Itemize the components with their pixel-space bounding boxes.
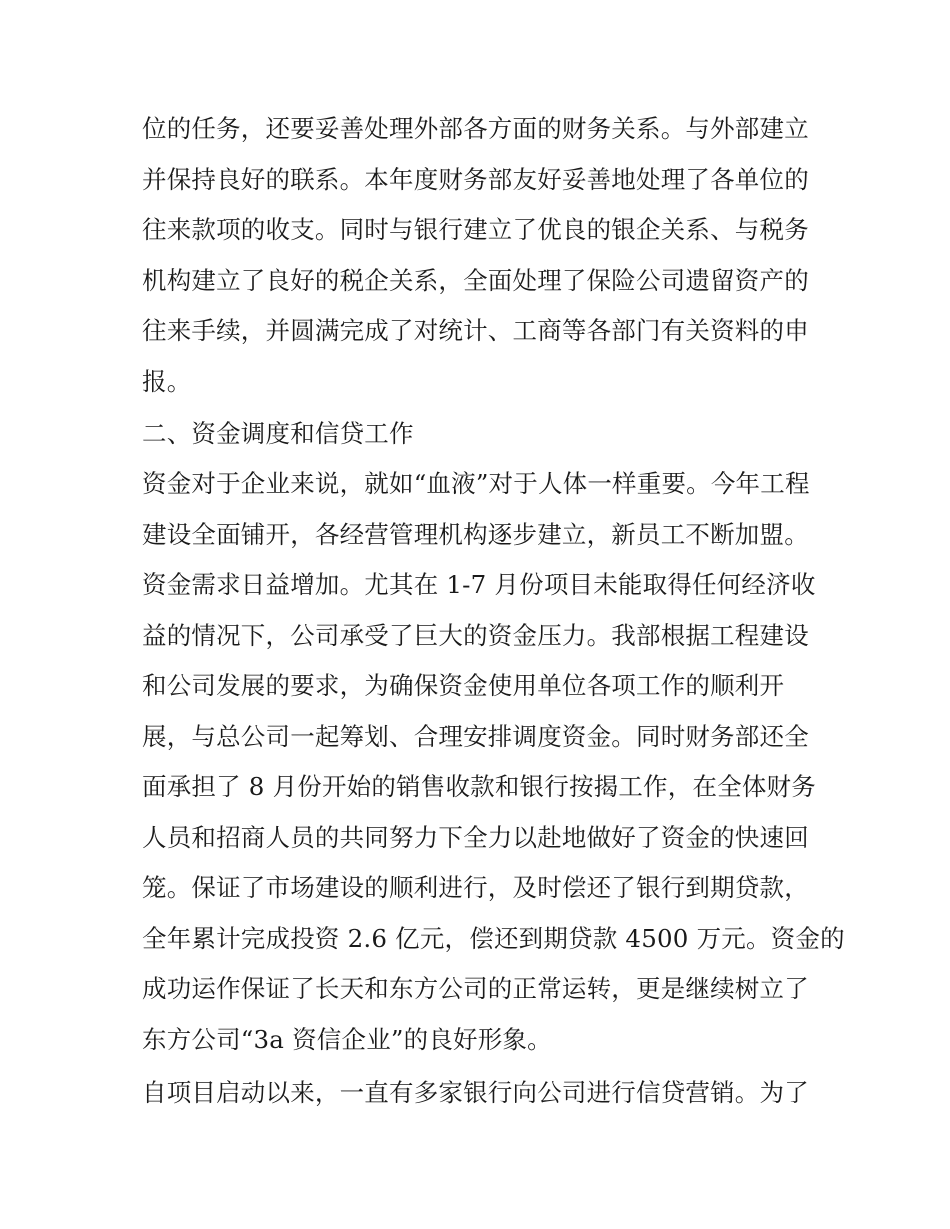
- text-line: 并保持良好的联系。本年度财务部友好妥善地处理了各单位的: [142, 164, 809, 194]
- paragraph-credit-marketing: [142, 1068, 832, 1119]
- text-line: 和公司发展的要求，为确保资金使用单位各项工作的顺利开: [142, 671, 785, 700]
- text-line: 人员和招商人员的共同努力下全力以赴地做好了资金的快速回: [142, 822, 809, 852]
- text-line: 益的情况下，公司承受了巨大的资金压力。我部根据工程建设: [142, 620, 809, 650]
- text-line: 资金需求日益增加。尤其在 1-7 月份项目未能取得任何经济收: [142, 570, 816, 599]
- text-line: 笼。保证了市场建设的顺利进行，及时偿还了银行到期贷款，: [142, 873, 809, 902]
- section-heading: [142, 409, 832, 460]
- text-line: 建设全面铺开，各经营管理机构逐步建立，新员工不断加盟。: [142, 519, 809, 549]
- paragraph-fund-scheduling: [142, 459, 845, 1065]
- heading-text: 二、资金调度和信贷工作: [142, 419, 414, 448]
- text-line: 机构建立了良好的税企关系，全面处理了保险公司遗留资产的: [142, 265, 809, 295]
- text-line: 位的任务，还要妥善处理外部各方面的财务关系。与外部建立: [142, 114, 809, 143]
- text-line: 全年累计完成投资 2.6 亿元，偿还到期贷款 4500 万元。资金的: [142, 923, 845, 953]
- text-line: 自项目启动以来，一直有多家银行向公司进行信贷营销。为了: [142, 1078, 809, 1107]
- text-line: 往来款项的收支。同时与银行建立了优良的银企关系、与税务: [142, 215, 809, 244]
- text-line: 展，与总公司一起筹划、合理安排调度资金。同时财务部还全: [142, 721, 809, 751]
- text-line: 往来手续，并圆满完成了对统计、工商等各部门有关资料的申: [142, 316, 809, 345]
- text-line: 报。: [142, 366, 192, 396]
- text-line: 东方公司“3a 资信企业”的良好形象。: [142, 1024, 552, 1054]
- text-line: 资金对于企业来说，就如“血液”对于人体一样重要。今年工程: [142, 469, 810, 498]
- text-line: 面承担了 8 月份开始的销售收款和银行按揭工作，在全体财务: [142, 772, 816, 801]
- paragraph-financial-relations: [142, 104, 832, 407]
- text-line: 成功运作保证了长天和东方公司的正常运转，更是继续树立了: [142, 974, 809, 1003]
